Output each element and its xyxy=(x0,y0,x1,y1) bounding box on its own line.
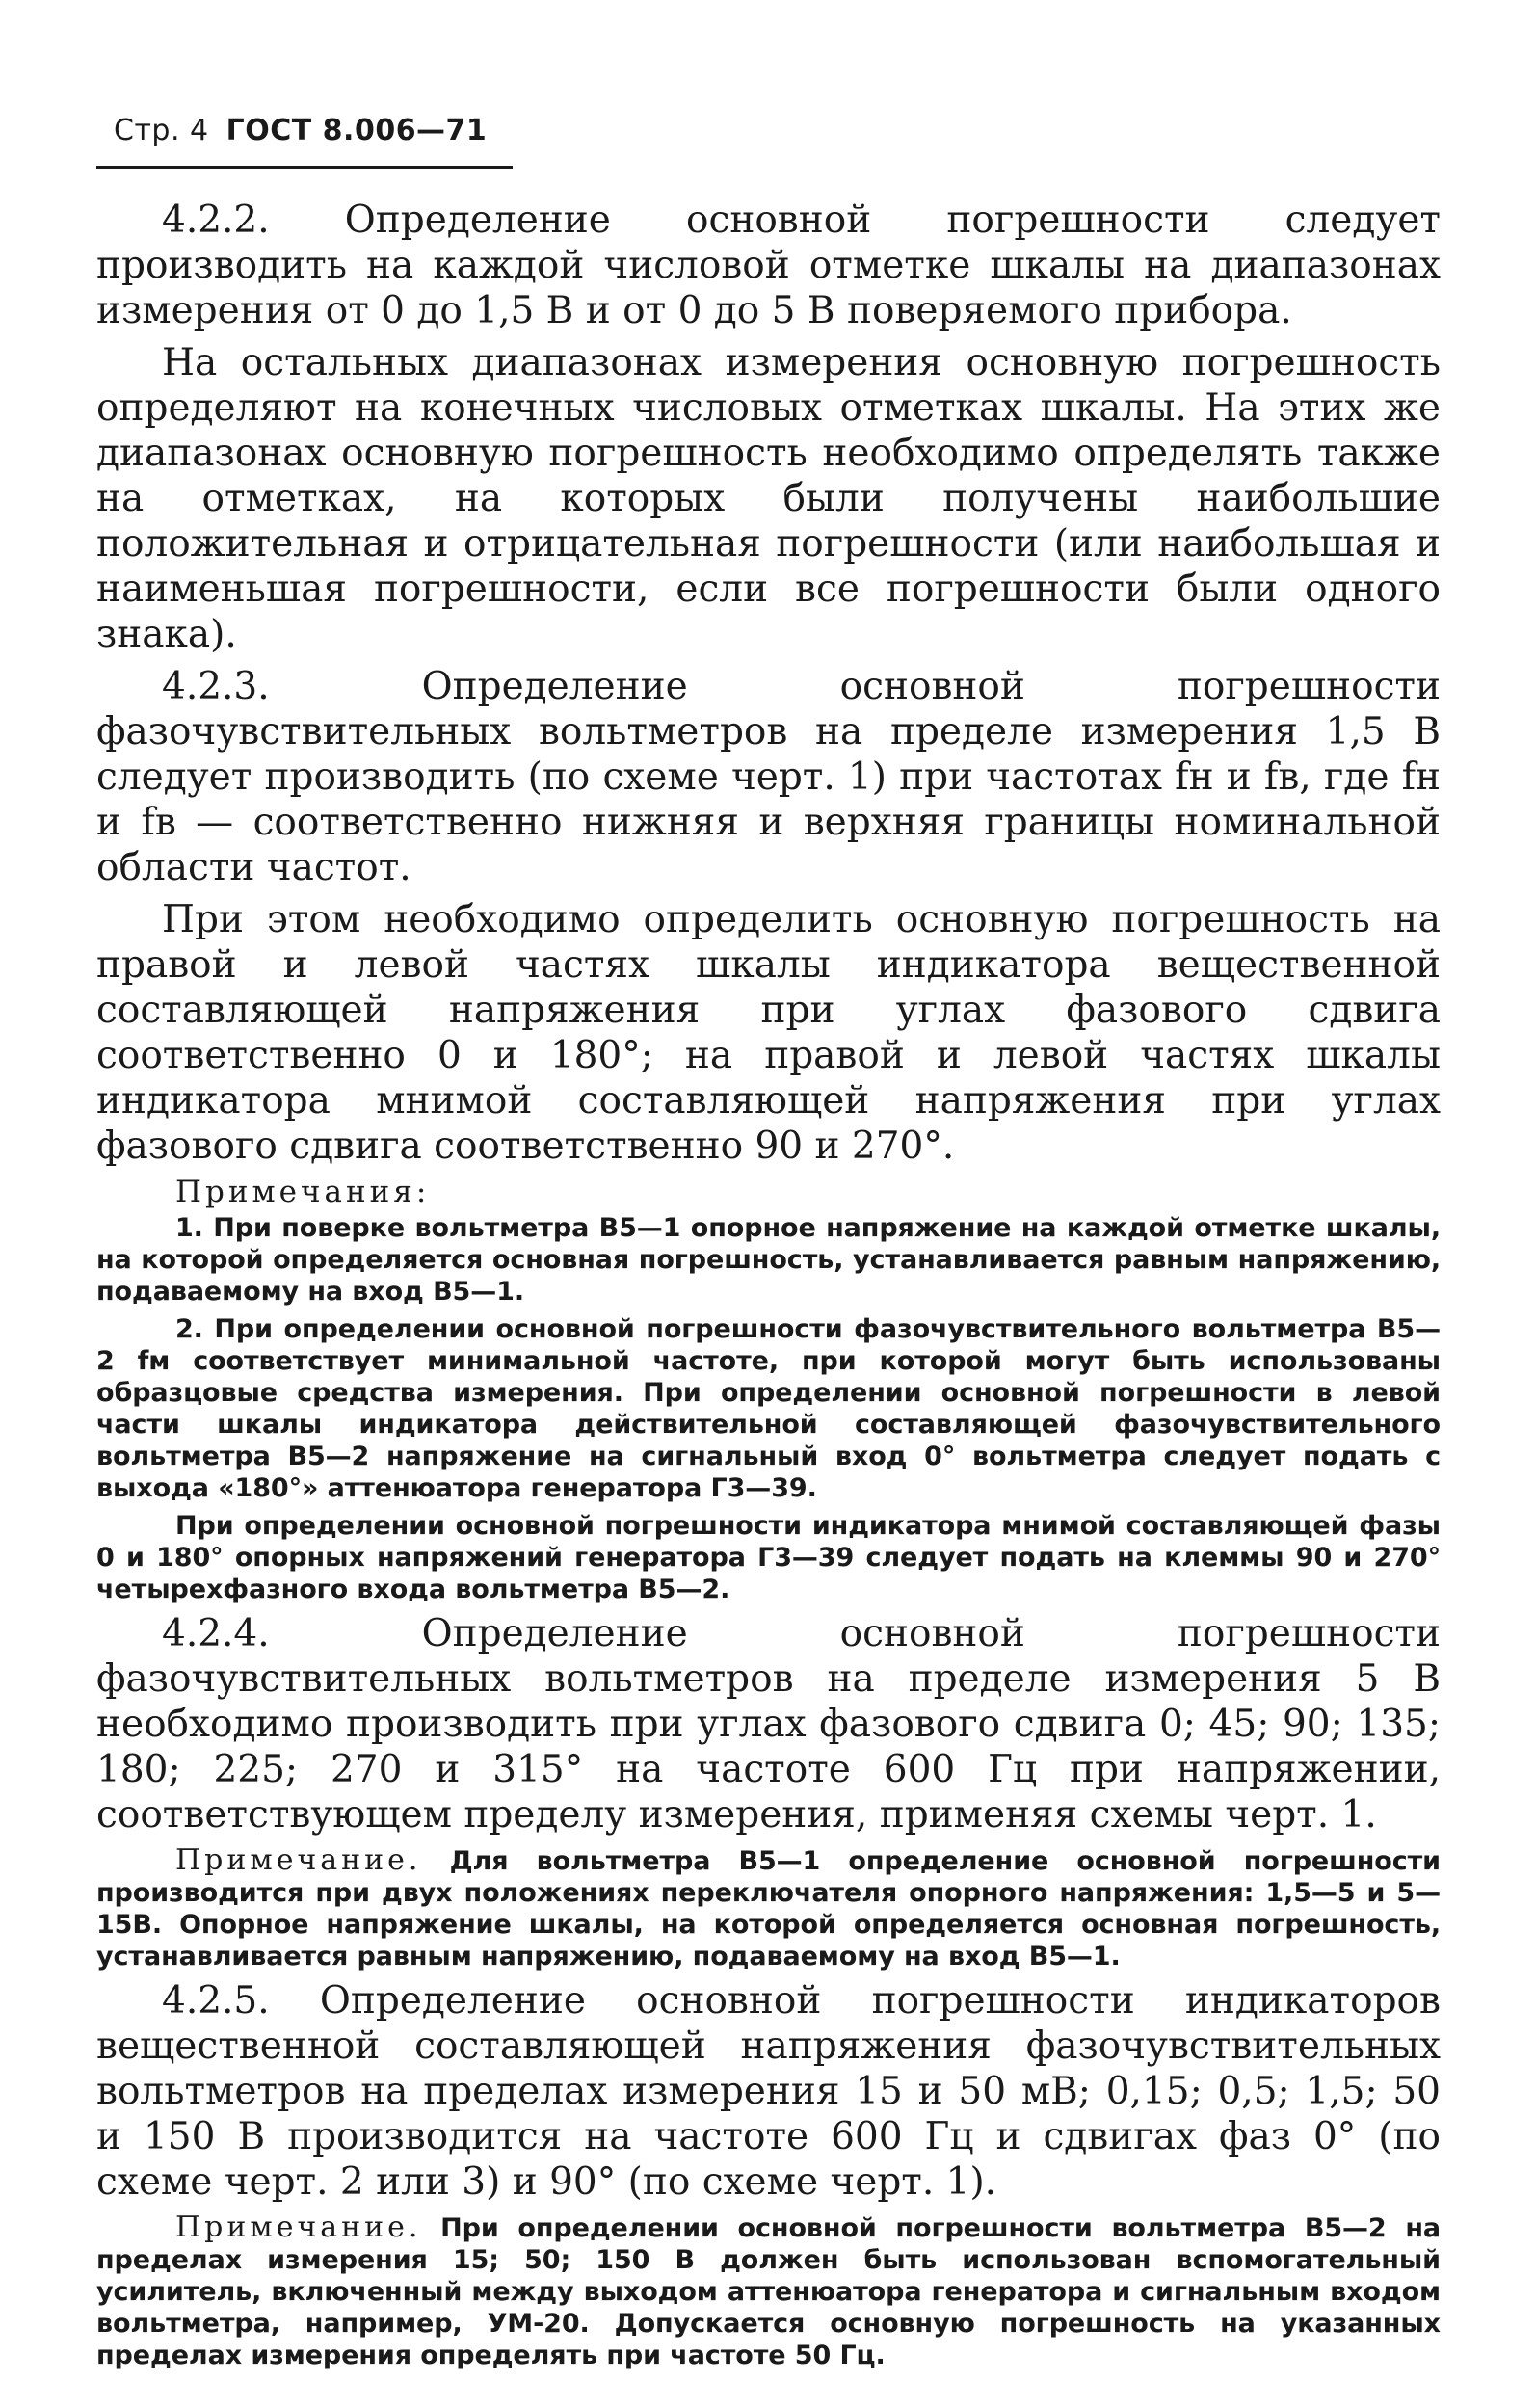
notes-heading: Примечания: xyxy=(175,1175,431,1209)
note-4 xyxy=(96,2211,1441,2371)
note-2-continued: При определении основной погрешности индикатора мнимой составляющей фазы 0 и 180° опорных напряжений генератора Г3—39 следует подать на клеммы 90 и 270° четырехфазного входа вольтметра В5—2. xyxy=(96,1511,1441,1604)
paragraph-4-2-2-continued: На остальных диапазонах измерения основную погрешность определяют на конечных числовых отметках шкалы. На этих же диапазонах основную погрешность необходимо определять также на отметках, на которых были получены наибольшие положительная и отрицательная погрешности (или наибольшая и наименьшая погрешности, если все погрешности были одного знака). xyxy=(96,341,1441,656)
note-2: 2. При определении основной погрешности фазочувствительного вольтметра В5—2 fм соответствует минимальной частоте, при которой могут быть использованы образцовые средства измерения. При определении основной погрешности в левой части шкалы индикатора действительной составляющей фазочувствительного вольтметра В5—2 напряжение на сигнальный вход 0° вольтметра следует подать с выхода «180°» аттенюатора генератора Г3—39. xyxy=(96,1314,1441,1503)
standard-designation: ГОСТ 8.006—71 xyxy=(225,114,488,147)
paragraph-4-2-2: 4.2.2. Определение основной погрешности следует производить на каждой числовой отметке шкалы на диапазонах измерения от 0 до 1,5 В и от 0 до 5 В поверяемого прибора. xyxy=(96,198,1441,332)
document-body xyxy=(96,198,1441,2377)
header-rule xyxy=(96,166,513,169)
paragraph-4-2-5: 4.2.5. Определение основной погрешности индикаторов вещественной составляющей напряжения фазочувствительных вольтметров на пределах измерения 15 и 50 мВ; 0,15; 0,5; 1,5; 50 и 150 В производится на частоте 600 Гц и сдвигах фаз 0° (по схеме черт. 2 или 3) и 90° (по схеме черт. 1). xyxy=(96,1979,1441,2204)
note-3-text: Для вольтметра В5—1 определение основной погрешности производится при двух положениях переключателя опорного напряжения: 1,5—5 и 5—15В. Опорное напряжение шкалы, на которой определяется основная погрешность, устанавливается равным напряжению, подаваемому на вход В5—1. xyxy=(96,1846,1441,1971)
note-4-label: Примечание. xyxy=(175,2210,422,2244)
note-4-text: При определении основной погрешности вольтметра В5—2 на пределах измерения 15; 50; 150 В должен быть использован вспомогательный усилитель, включенный между выходом аттенюатора генератора и сигнальным входом вольтметра, например, УМ-20. Допускается основную погрешность на указанных пределах измерения определять при частоте 50 Гц. xyxy=(96,2213,1441,2370)
note-3 xyxy=(96,1844,1441,1972)
paragraph-4-2-3-continued: При этом необходимо определить основную погрешность на правой и левой частях шкалы индикатора вещественной составляющей напряжения при углах фазового сдвига соответственно 0 и 180°; на правой и левой частях шкалы индикатора мнимой составляющей напряжения при углах фазового сдвига соответственно 90 и 270°. xyxy=(96,898,1441,1168)
page-header xyxy=(114,114,487,147)
paragraph-4-2-3: 4.2.3. Определение основной погрешности фазочувствительных вольтметров на пределе измерения 1,5 В следует производить (по схеме черт. 1) при частотах fн и fв, где fн и fв — соответственно нижняя и верхняя границы номинальной области частот. xyxy=(96,665,1441,889)
note-3-label: Примечание. xyxy=(175,1843,422,1877)
note-1: 1. При поверке вольтметра В5—1 опорное напряжение на каждой отметке шкалы, на которой определяется основная погрешность, устанавливается равным напряжению, подаваемому на вход В5—1. xyxy=(96,1213,1441,1307)
paragraph-4-2-4: 4.2.4. Определение основной погрешности фазочувствительных вольтметров на пределе измерения 5 В необходимо производить при углах фазового сдвига 0; 45; 90; 135; 180; 225; 270 и 315° на частоте 600 Гц при напряжении, соответствующем пределу измерения, применяя схемы черт. 1. xyxy=(96,1612,1441,1837)
page-number: Стр. 4 xyxy=(114,114,209,147)
